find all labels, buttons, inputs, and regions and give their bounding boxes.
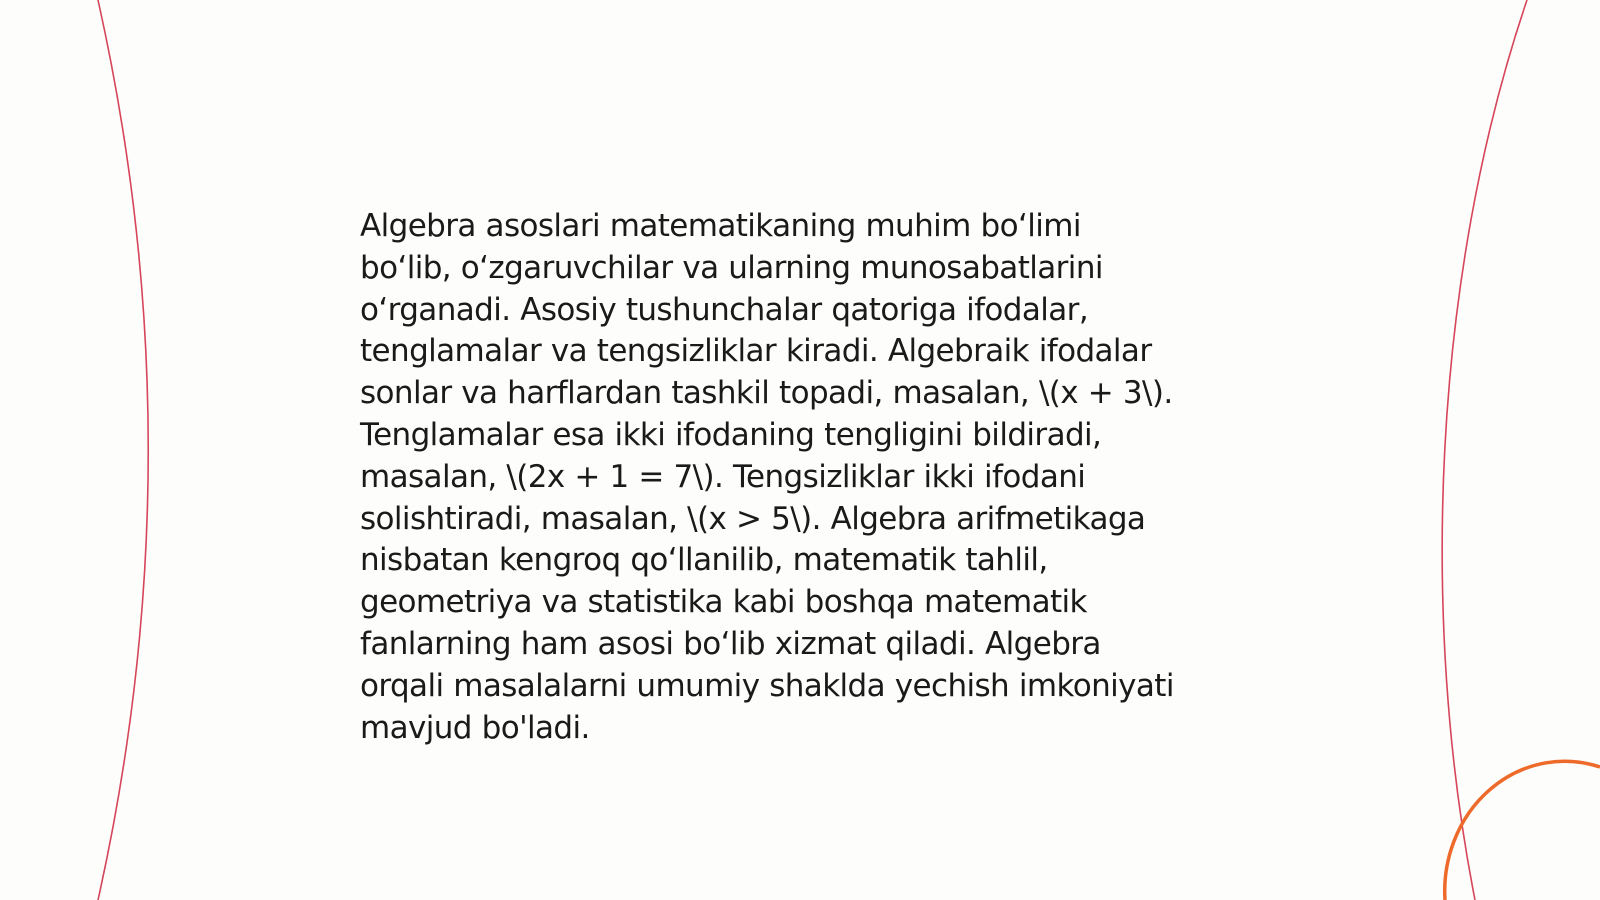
text-line: sonlar va harflardan tashkil topadi, masalan, \(x + 3\).	[360, 375, 1173, 412]
text-line: orqali masalalarni umumiy shaklda yechish imkoniyati	[360, 667, 1174, 704]
text-line: masalan, \(2x + 1 = 7\). Tengsizliklar ikki ifodani	[360, 458, 1086, 495]
accent-arc	[1445, 761, 1600, 900]
text-line: tenglamalar va tengsizliklar kiradi. Algebraik ifodalar	[360, 333, 1152, 370]
text-line: geometriya va statistika kabi boshqa matematik	[360, 584, 1087, 621]
body-paragraph	[360, 206, 1260, 749]
text-line: Algebra asoslari matematikaning muhim bo‘limi	[360, 208, 1081, 244]
right-curve-line	[1442, 0, 1527, 900]
text-line: fanlarning ham asosi bo‘lib xizmat qiladi. Algebra	[360, 625, 1101, 662]
text-line: nisbatan kengroq qo‘llanilib, matematik tahlil,	[360, 542, 1048, 579]
text-line: bo‘lib, o‘zgaruvchilar va ularning munosabatlarini	[360, 249, 1103, 286]
left-curve-line	[98, 0, 148, 900]
text-line: Tenglamalar esa ikki ifodaning tengligini bildiradi,	[360, 416, 1102, 453]
text-line: solishtiradi, masalan, \(x > 5\). Algebra arifmetikaga	[360, 500, 1146, 537]
text-line: mavjud bo'ladi.	[360, 709, 590, 746]
text-line: o‘rganadi. Asosiy tushunchalar qatoriga ifodalar,	[360, 291, 1089, 328]
